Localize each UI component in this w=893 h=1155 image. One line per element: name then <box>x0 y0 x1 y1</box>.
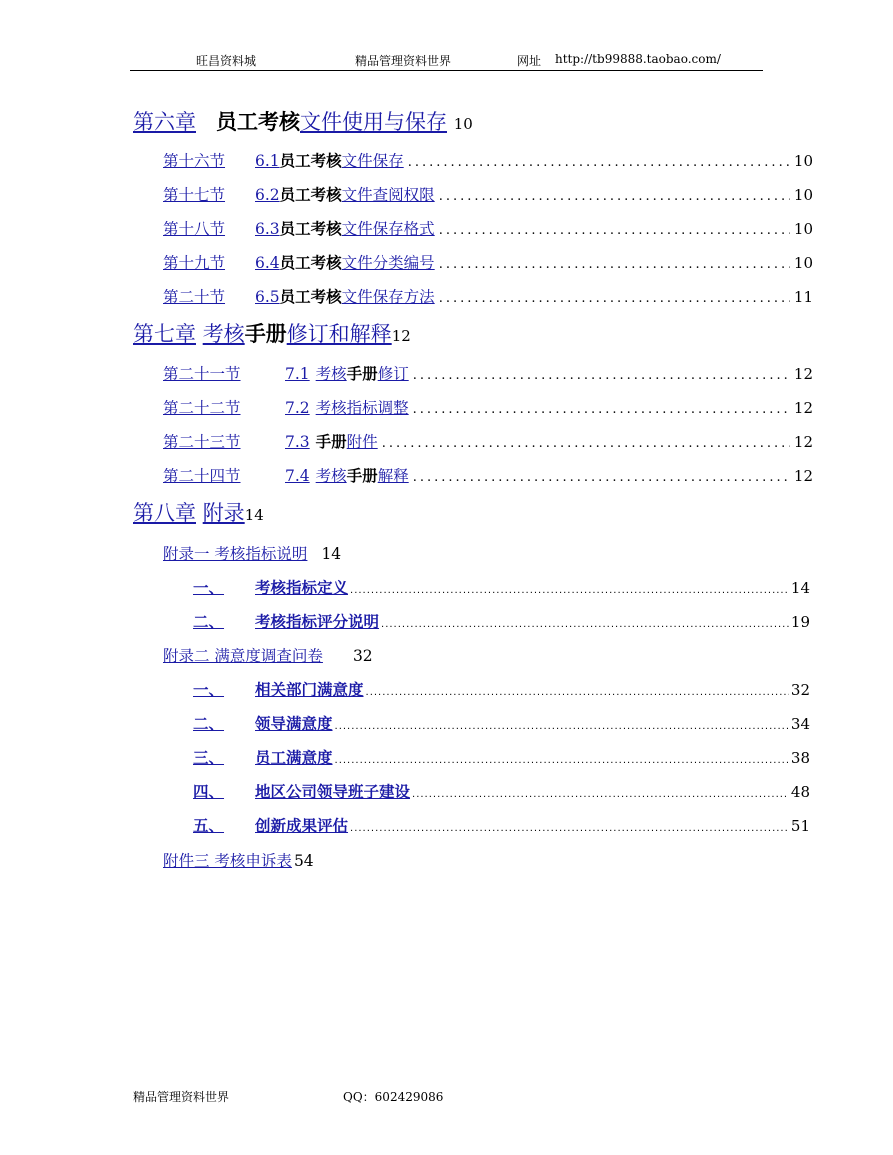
section-page: 12 <box>793 433 813 451</box>
item-page: 19 <box>790 613 810 631</box>
toc-item-row[interactable] <box>193 712 810 734</box>
section-part: 考核指标调整 <box>315 399 409 417</box>
footer-left: 精品管理资料世界 <box>133 1090 230 1104</box>
toc-section-row[interactable] <box>163 464 813 486</box>
section-page: 10 <box>793 220 813 238</box>
section-number: 第二十三节 <box>163 433 241 451</box>
item-number: 四、 <box>193 783 225 801</box>
section-code: 6.4 <box>255 254 280 272</box>
footer-qq: QQ：602429086 <box>343 1090 444 1104</box>
toc-section-row[interactable] <box>163 362 813 384</box>
chapter-prefix: 第七章 <box>133 322 196 346</box>
item-page: 48 <box>790 783 810 801</box>
section-title: 解释 <box>377 467 409 485</box>
section-title: 文件分类编号 <box>341 254 435 272</box>
dot-leader <box>408 155 790 170</box>
appendix-page: 14 <box>321 545 342 563</box>
item-number: 二、 <box>193 715 225 733</box>
item-page: 38 <box>790 749 810 767</box>
section-title: 修订 <box>377 365 409 383</box>
dot-leader <box>413 470 790 485</box>
section-bold: 员工考核 <box>279 288 342 306</box>
dot-leader <box>413 402 790 417</box>
toc-appendix-2[interactable] <box>163 644 373 666</box>
toc-section-row[interactable] <box>163 149 813 171</box>
chapter-prefix: 第八章 <box>133 501 196 525</box>
item-number: 一、 <box>193 579 225 597</box>
section-code: 7.2 <box>285 399 310 417</box>
section-part: 考核 <box>315 467 347 485</box>
section-number: 第二十一节 <box>163 365 241 383</box>
chapter-page: 12 <box>391 327 411 345</box>
dot-leader <box>439 291 790 306</box>
section-number: 第十六节 <box>163 152 226 170</box>
item-title: 员工满意度 <box>255 749 333 767</box>
chapter-title: 修订和解释 <box>286 322 392 346</box>
section-bold: 员工考核 <box>279 152 342 170</box>
section-page: 11 <box>793 288 813 306</box>
section-bold: 员工考核 <box>279 186 342 204</box>
item-title: 考核指标定义 <box>255 579 349 597</box>
header-url-label: 网址 <box>517 54 542 68</box>
header-left: 旺昌资料城 <box>196 54 257 68</box>
section-title: 附件 <box>346 433 378 451</box>
section-title: 文件保存方法 <box>341 288 435 306</box>
section-page: 10 <box>793 186 813 204</box>
item-page: 32 <box>790 681 810 699</box>
section-number: 第二十二节 <box>163 399 241 417</box>
toc-item-row[interactable] <box>193 746 810 768</box>
toc-appendix-1[interactable] <box>163 542 341 564</box>
header-url: http://tb99888.taobao.com/ <box>555 52 721 66</box>
section-page: 10 <box>793 152 813 170</box>
toc-chapter-7[interactable] <box>133 318 411 348</box>
item-page: 14 <box>790 579 810 597</box>
item-page: 51 <box>790 817 810 835</box>
section-code: 7.1 <box>285 365 310 383</box>
chapter-prefix: 第六章 <box>133 110 196 134</box>
toc-section-row[interactable] <box>163 430 813 452</box>
toc-section-row[interactable] <box>163 396 813 418</box>
toc-chapter-6[interactable] <box>133 106 473 136</box>
dot-leader <box>439 189 790 204</box>
item-title: 考核指标评分说明 <box>255 613 380 631</box>
section-number: 第二十四节 <box>163 467 241 485</box>
section-bold: 员工考核 <box>279 254 342 272</box>
dot-leader <box>335 721 789 732</box>
item-number: 一、 <box>193 681 225 699</box>
appendix-label: 附件三 考核申诉表 <box>163 852 292 870</box>
toc-item-row[interactable] <box>193 678 810 700</box>
appendix-page: 54 <box>293 852 314 870</box>
toc-chapter-8[interactable] <box>133 497 264 527</box>
item-title: 领导满意度 <box>255 715 333 733</box>
section-bold: 手册 <box>346 467 378 485</box>
section-page: 12 <box>793 399 813 417</box>
header-middle: 精品管理资料世界 <box>355 54 452 68</box>
toc-section-row[interactable] <box>163 183 813 205</box>
section-bold: 手册 <box>315 433 347 451</box>
chapter-title: 附录 <box>202 501 245 525</box>
chapter-bold: 员工考核 <box>216 110 300 134</box>
section-part: 考核 <box>315 365 347 383</box>
section-title: 文件查阅权限 <box>341 186 435 204</box>
dot-leader <box>382 436 790 451</box>
section-code: 7.3 <box>285 433 310 451</box>
section-code: 6.3 <box>255 220 280 238</box>
dot-leader <box>366 687 789 698</box>
section-page: 10 <box>793 254 813 272</box>
dot-leader <box>439 223 790 238</box>
chapter-page: 10 <box>453 115 473 133</box>
item-page: 34 <box>790 715 810 733</box>
section-code: 6.2 <box>255 186 280 204</box>
toc-item-row[interactable] <box>193 576 810 598</box>
toc-item-row[interactable] <box>193 610 810 632</box>
dot-leader <box>350 823 789 834</box>
chapter-a: 考核 <box>202 322 245 346</box>
section-number: 第十九节 <box>163 254 226 272</box>
header-divider <box>130 70 763 71</box>
chapter-bold: 手册 <box>244 322 287 346</box>
item-title: 创新成果评估 <box>255 817 349 835</box>
dot-leader <box>412 789 789 800</box>
section-bold: 手册 <box>346 365 378 383</box>
chapter-page: 14 <box>244 506 264 524</box>
toc-section-row[interactable] <box>163 217 813 239</box>
toc-item-row[interactable] <box>193 814 810 836</box>
appendix-page: 32 <box>352 647 373 665</box>
item-number: 二、 <box>193 613 225 631</box>
toc-item-row[interactable] <box>193 780 810 802</box>
dot-leader <box>413 368 790 383</box>
section-number: 第二十节 <box>163 288 226 306</box>
section-title: 文件保存格式 <box>341 220 435 238</box>
toc-section-row[interactable] <box>163 285 813 307</box>
dot-leader <box>381 619 789 630</box>
section-code: 7.4 <box>285 467 310 485</box>
dot-leader <box>439 257 790 272</box>
item-title: 地区公司领导班子建设 <box>255 783 411 801</box>
dot-leader <box>350 585 789 596</box>
item-number: 三、 <box>193 749 225 767</box>
section-number: 第十八节 <box>163 220 226 238</box>
section-number: 第十七节 <box>163 186 226 204</box>
item-title: 相关部门满意度 <box>255 681 364 699</box>
section-code: 6.5 <box>255 288 280 306</box>
section-code: 6.1 <box>255 152 280 170</box>
appendix-label: 附录二 满意度调查问卷 <box>163 647 323 665</box>
item-number: 五、 <box>193 817 225 835</box>
section-bold: 员工考核 <box>279 220 342 238</box>
toc-appendix-3[interactable] <box>163 849 314 871</box>
dot-leader <box>335 755 789 766</box>
chapter-title: 文件使用与保存 <box>300 110 447 134</box>
section-page: 12 <box>793 467 813 485</box>
toc-section-row[interactable] <box>163 251 813 273</box>
section-title: 文件保存 <box>341 152 404 170</box>
appendix-label: 附录一 考核指标说明 <box>163 545 308 563</box>
section-page: 12 <box>793 365 813 383</box>
